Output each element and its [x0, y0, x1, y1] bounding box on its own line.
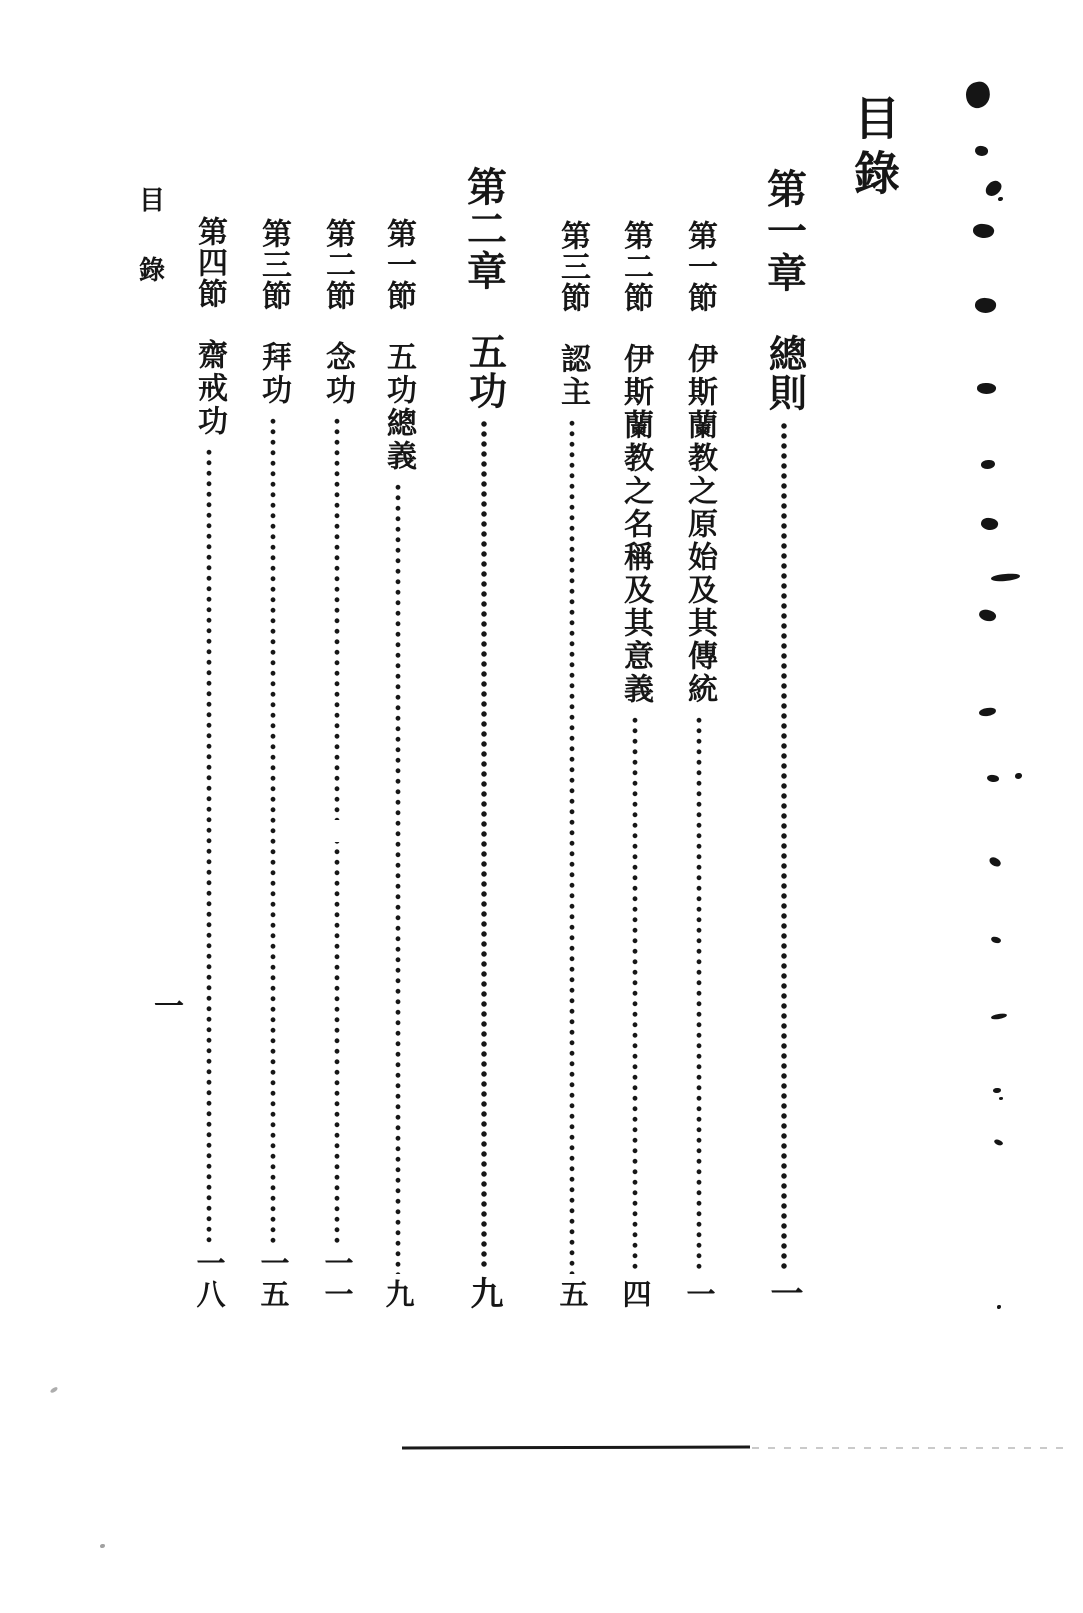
dot-leader	[270, 416, 276, 1243]
ink-speck	[997, 1305, 1001, 1309]
margin-running-header: 目錄	[135, 186, 165, 326]
ink-speck	[990, 935, 1001, 944]
margin-page-number: 一	[149, 990, 182, 1020]
toc-entry	[374, 218, 422, 1310]
ink-speck	[972, 222, 995, 239]
ink-speck	[980, 516, 999, 531]
ink-speck	[977, 382, 997, 395]
toc-entry	[675, 220, 723, 1310]
ink-speck	[991, 1013, 1008, 1020]
toc-entry-title: 五功總義	[382, 341, 415, 473]
ink-speck	[983, 178, 1004, 199]
ink-speck	[964, 80, 992, 110]
toc-entry-heading: 第一章	[761, 168, 807, 294]
toc-entry-heading: 第二章	[461, 166, 507, 292]
toc-entry-title: 總則	[762, 334, 805, 412]
toc-entry-page-number: 四	[618, 1279, 651, 1310]
dot-leader	[781, 421, 787, 1271]
toc-entry-heading: 第二節	[619, 220, 652, 313]
toc-entry-title: 認主	[556, 343, 589, 409]
toc-entry	[548, 220, 596, 1310]
toc-entry-title: 拜功	[257, 341, 290, 407]
toc-entry	[756, 168, 812, 1310]
ink-speck	[979, 707, 997, 717]
ink-speck	[981, 460, 995, 469]
toc-entry-title: 齋戒功	[193, 339, 226, 438]
toc-entry-page-number: 一一	[320, 1248, 353, 1310]
toc-entry-title: 念功	[321, 341, 354, 407]
ink-speck	[50, 1386, 59, 1393]
toc-entry-title: 五功	[462, 332, 505, 410]
toc-entry-heading: 第三節	[556, 220, 589, 313]
toc-entry	[185, 216, 233, 1310]
toc-entry-page-number: 一五	[256, 1248, 289, 1310]
dot-leader	[569, 418, 575, 1274]
toc-entry-page-number: 一	[682, 1279, 715, 1310]
ink-speck	[986, 774, 999, 783]
toc-entry-heading: 第一節	[683, 220, 716, 313]
toc-entry-title: 伊斯蘭教之名稱及其意義	[619, 343, 652, 706]
toc-entry-heading: 第二節	[321, 218, 354, 311]
leader-gap-artifact	[328, 820, 346, 842]
ink-speck	[978, 608, 998, 624]
dot-leader	[206, 447, 212, 1243]
ink-speck	[1015, 773, 1022, 779]
toc-entry-page-number: 一八	[192, 1248, 225, 1310]
bottom-rule-artifact	[402, 1446, 750, 1450]
ink-speck	[998, 197, 1003, 201]
toc-entry-heading: 第三節	[257, 218, 290, 311]
toc-entry	[313, 218, 361, 1310]
toc-entry-page-number: 九	[465, 1276, 502, 1310]
ink-speck	[991, 573, 1020, 582]
ink-speck	[988, 855, 1002, 868]
toc-entry-page-number: 一	[765, 1276, 802, 1310]
dot-leader	[632, 715, 638, 1274]
toc-entry-page-number: 五	[555, 1279, 588, 1310]
ink-speck	[993, 1138, 1003, 1146]
dot-leader	[395, 482, 401, 1274]
toc-entry	[611, 220, 659, 1310]
ink-speck	[974, 144, 989, 157]
toc-entry-heading: 第四節	[193, 216, 226, 309]
ink-speck	[974, 297, 997, 315]
page-title: 目錄	[848, 94, 899, 204]
dot-leader	[696, 715, 702, 1274]
toc-entry-page-number: 九	[381, 1279, 414, 1310]
toc-entry	[249, 218, 297, 1310]
bottom-rule-faint-artifact	[752, 1447, 1072, 1449]
toc-entry-title: 伊斯蘭教之原始及其傳統	[683, 343, 716, 706]
toc-entry	[456, 166, 512, 1310]
ink-speck	[993, 1088, 1001, 1093]
ink-speck	[100, 1544, 105, 1548]
toc-entry-heading: 第一節	[382, 218, 415, 311]
ink-speck	[999, 1097, 1003, 1100]
dot-leader	[481, 419, 487, 1271]
